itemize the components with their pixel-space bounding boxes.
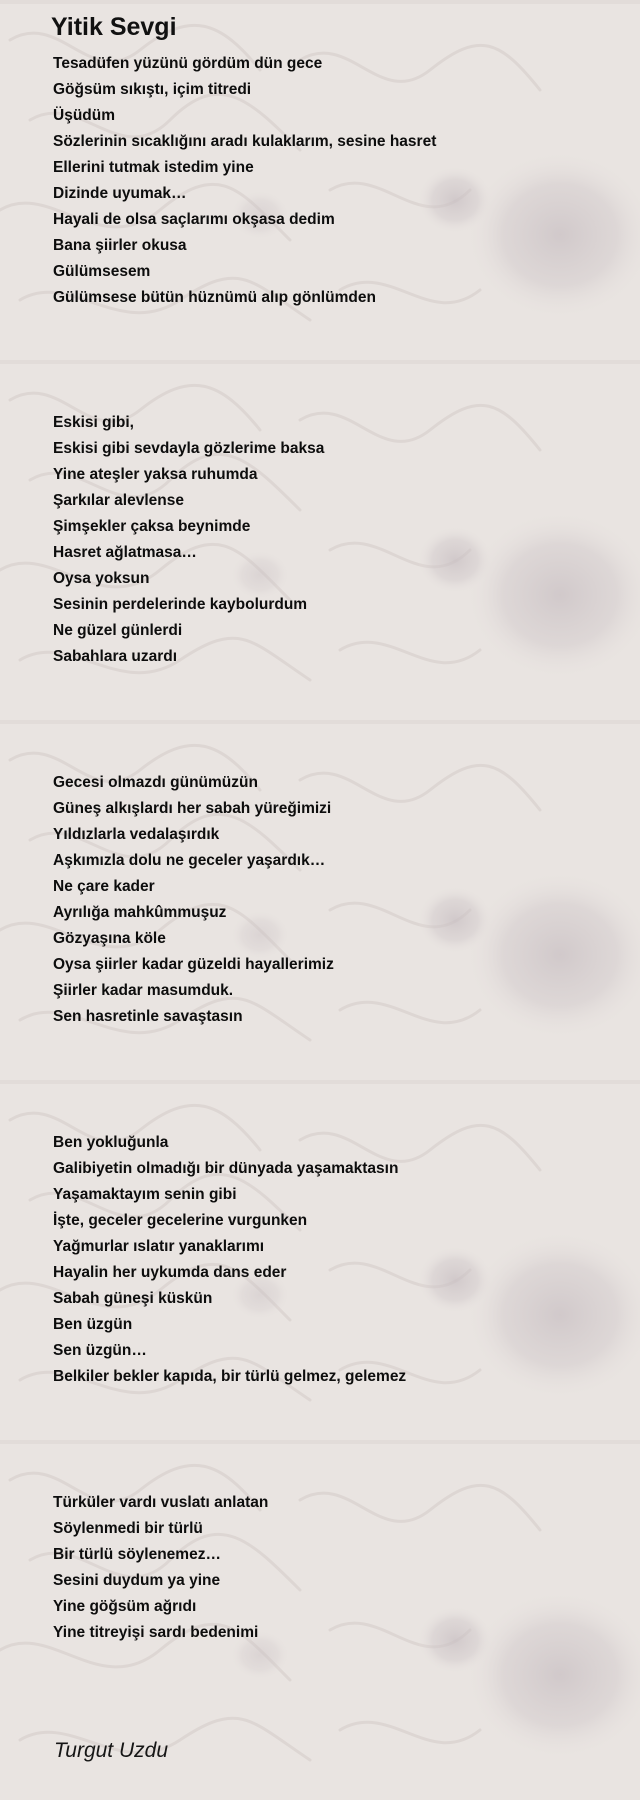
poem-line: İşte, geceler gecelerine vurgunken <box>53 1212 308 1229</box>
poem-line: Ne çare kader <box>53 878 155 895</box>
poem-line: Sesinin perdelerinde kaybolurdum <box>53 596 308 613</box>
poem-line: Yaşamaktayım senin gibi <box>53 1186 237 1203</box>
poem-line: Sen üzgün… <box>53 1342 147 1359</box>
stanza-1 <box>53 51 436 311</box>
poem-line: Hayali de olsa saçlarımı okşasa dedim <box>53 211 335 228</box>
poem-line: Yine ateşler yaksa ruhumda <box>53 466 258 483</box>
poem-line: Tesadüfen yüzünü gördüm dün gece <box>53 55 323 72</box>
poem-line: Söylenmedi bir türlü <box>53 1520 203 1537</box>
poem-line: Eskisi gibi sevdayla gözlerime baksa <box>53 440 325 457</box>
poem-line: Üşüdüm <box>53 107 115 124</box>
stanza-2 <box>53 410 324 670</box>
poem-line: Yine göğsüm ağrıdı <box>53 1598 197 1615</box>
poem-line: Aşkımızla dolu ne geceler yaşardık… <box>53 852 326 869</box>
poem-line: Yıldızlarla vedalaşırdık <box>53 826 220 843</box>
stanza-4 <box>53 1130 406 1390</box>
poem-line: Şarkılar alevlense <box>53 492 184 509</box>
poem-line: Türküler vardı vuslatı anlatan <box>53 1494 269 1511</box>
poem-line: Ellerini tutmak istedim yine <box>53 159 254 176</box>
poem-line: Sesini duydum ya yine <box>53 1572 221 1589</box>
poem-line: Yağmurlar ıslatır yanaklarımı <box>53 1238 265 1255</box>
poem-line: Oysa şiirler kadar güzeldi hayallerimiz <box>53 956 334 973</box>
poem-line: Sabahlara uzardı <box>53 648 178 665</box>
poem-line: Ben üzgün <box>53 1316 133 1333</box>
poem-line: Sen hasretinle savaştasın <box>53 1008 243 1025</box>
stanza-3 <box>53 770 334 1030</box>
stanza-5 <box>53 1490 268 1646</box>
poem-line: Gecesi olmazdı günümüzün <box>53 774 258 791</box>
poem-line: Ne güzel günlerdi <box>53 622 183 639</box>
poem-line: Galibiyetin olmadığı bir dünyada yaşamaktasın <box>53 1160 399 1177</box>
poem-line: Güneş alkışlardı her sabah yüreğimizi <box>53 800 332 817</box>
poem-line: Bana şiirler okusa <box>53 237 187 254</box>
poem-line: Sabah güneşi küskün <box>53 1290 213 1307</box>
poem-line: Hasret ağlatmasa… <box>53 544 197 561</box>
poem-line: Şimşekler çaksa beynimde <box>53 518 251 535</box>
poem-line: Gözyaşına köle <box>53 930 166 947</box>
poem-line: Şiirler kadar masumduk. <box>53 982 234 999</box>
poem-line: Belkiler bekler kapıda, bir türlü gelmez, gelemez <box>53 1368 407 1385</box>
poem-line: Göğsüm sıkıştı, içim titredi <box>53 81 252 98</box>
poem-line: Bir türlü söylenemez… <box>53 1546 221 1563</box>
poem-line: Hayalin her uykumda dans eder <box>53 1264 287 1281</box>
poem-line: Sözlerinin sıcaklığını aradı kulaklarım, sesine hasret <box>53 133 437 150</box>
poem-line: Ayrılığa mahkûmmuşuz <box>53 904 227 921</box>
poem-line: Dizinde uyumak… <box>53 185 187 202</box>
poem-title: Yitik Sevgi <box>51 13 177 41</box>
poem-line: Yine titreyişi sardı bedenimi <box>53 1624 259 1641</box>
poem-author: Turgut Uzdu <box>54 1739 168 1762</box>
poem-line: Eskisi gibi, <box>53 414 134 431</box>
poem-line: Gülümsesem <box>53 263 151 280</box>
poem-line: Oysa yoksun <box>53 570 150 587</box>
poem-line: Ben yokluğunla <box>53 1134 169 1151</box>
poem-line: Gülümsese bütün hüznümü alıp gönlümden <box>53 289 376 306</box>
